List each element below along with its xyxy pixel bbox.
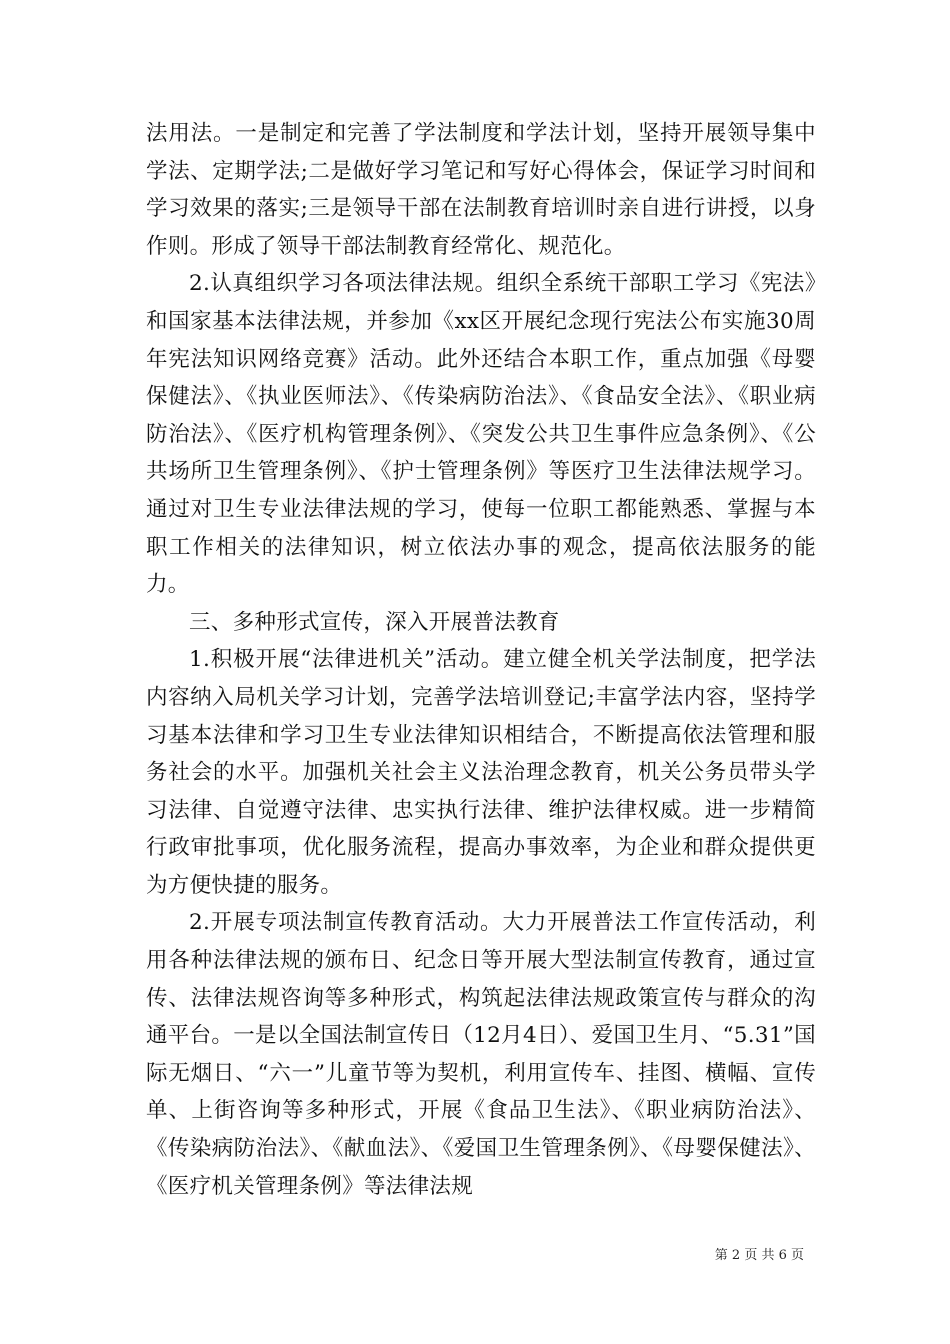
paragraph-2: 2.认真组织学习各项法律法规。组织全系统干部职工学习《宪法》和国家基本法律法规，并参加《xx区开展纪念现行宪法公布实施30周年宪法知识网络竞赛》活动。此外还结合本职工作，重点加强《母婴保健法》、《执业医师法》、《传染病防治法》、《食品安全法》、《职业病防治法》、《医疗机构管理条例》、《突发公共卫生事件应急条例》、《公共场所卫生管理条例》、《护士管理条例》等医疗卫生法律法规学习。通过对卫生专业法律法规的学习，使每一位职工都能熟悉、掌握与本职工作相关的法律知识，树立依法办事的观念，提高依法服务的能力。: [146, 271, 816, 598]
paragraph-3: 1.积极开展“法律进机关”活动。建立健全机关学法制度，把学法内容纳入局机关学习计划，完善学法培训登记;丰富学法内容，坚持学习基本法律和学习卫生专业法律知识相结合，不断提高依法管理和服务社会的水平。加强机关社会主义法治理念教育，机关公务员带头学习法律、自觉遵守法律、忠实执行法律、维护法律权威。进一步精简行政审批事项，优化服务流程，提高办事效率，为企业和群众提供更为方便快捷的服务。: [146, 647, 816, 898]
document-body: [146, 115, 816, 1205]
paragraph-1: 法用法。一是制定和完善了学法制度和学法计划，坚持开展领导集中学法、定期学法;二是做好学习笔记和写好心得体会，保证学习时间和学习效果的落实;三是领导干部在法制教育培训时亲自进行讲授，以身作则。形成了领导干部法制教育经常化、规范化。: [146, 121, 816, 259]
paragraph-4: 2.开展专项法制宣传教育活动。大力开展普法工作宣传活动，利用各种法律法规的颁布日、纪念日等开展大型法制宣传教育，通过宣传、法律法规咨询等多种形式，构筑起法律法规政策宣传与群众的沟通平台。一是以全国法制宣传日（12月4日）、爱国卫生月、“5.31”国际无烟日、“六一”儿童节等为契机，利用宣传车、挂图、横幅、宣传单、上街咨询等多种形式，开展《食品卫生法》、《职业病防治法》、《传染病防治法》、《献血法》、《爱国卫生管理条例》、《母婴保健法》、《医疗机关管理条例》等法律法规: [146, 910, 816, 1199]
section-heading: 三、多种形式宣传，深入开展普法教育: [189, 609, 560, 635]
page-number-footer: 第 2 页 共 6 页: [714, 1248, 804, 1263]
